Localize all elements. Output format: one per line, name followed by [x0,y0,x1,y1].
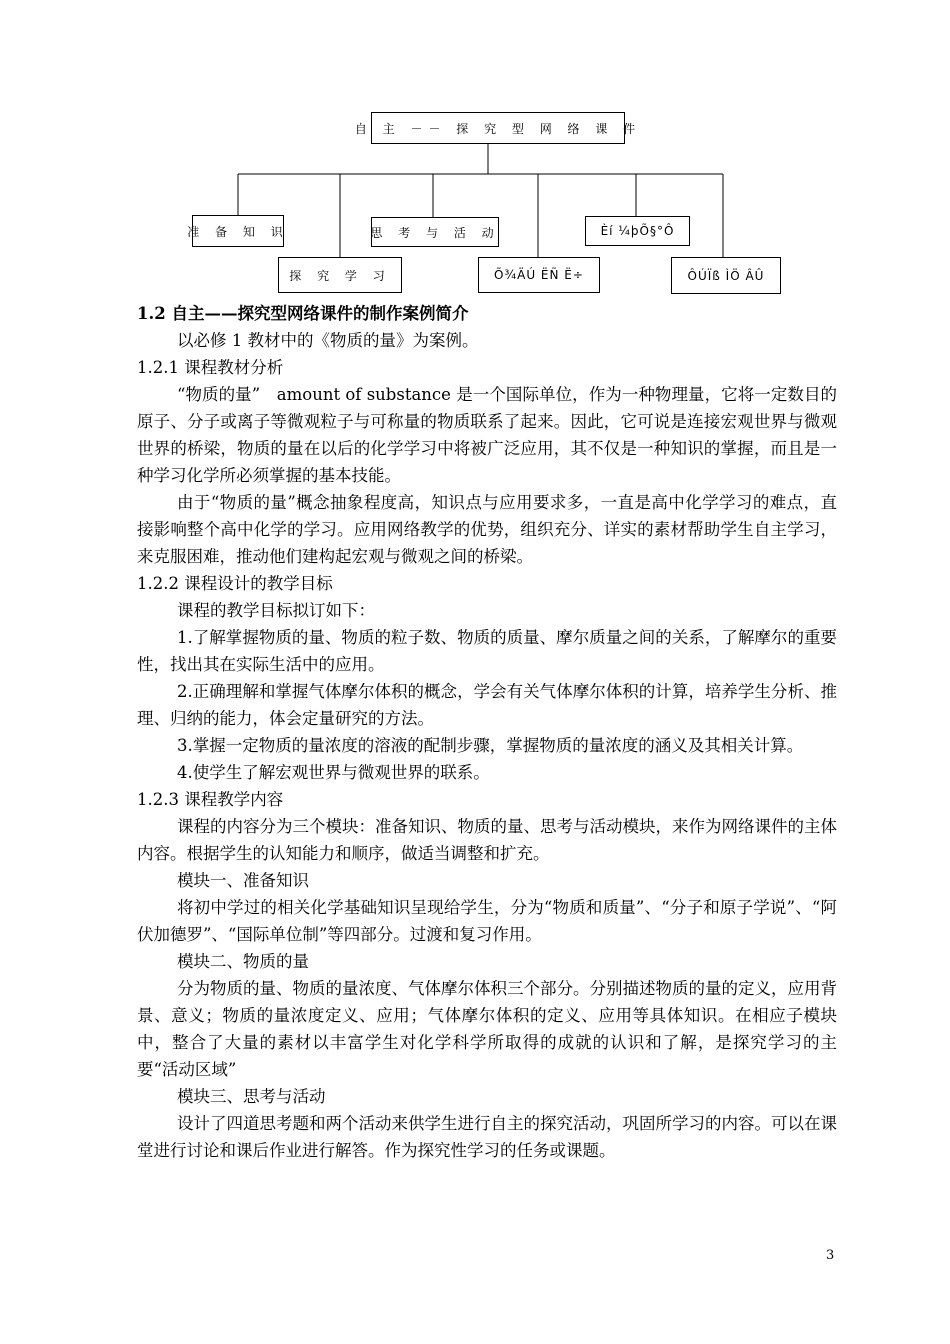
goal-item: 2.正确理解和掌握气体摩尔体积的概念，学会有关气体摩尔体积的计算，培养学生分析、推理、归纳的能力，体会定量研究的方法。 [137,682,837,728]
paragraph: 由于“物质的量”概念抽象程度高，知识点与应用要求多，一直是高中化学学习的难点，直接影响整个高中化学的学习。应用网络教学的优势，组织充分、详实的素材帮助学生自主学习，来克服困难，推动他们建构起宏观与微观之间的桥梁。 [137,493,837,566]
diagram-node-thinking: 思 考 与 活 动 [371,217,499,247]
paragraph: 课程的教学目标拟订如下： [177,601,375,620]
diagram-node-preparation: 准 备 知 识 [192,215,284,247]
subsection-title: 1.2.3 课程教学内容 [137,790,284,809]
diagram-node-software: Èí ¼þÕ§°Ô [585,216,690,246]
section-title: 1.2 自主——探究型网络课件的制作案例简介 [137,304,469,323]
module-title: 模块三、思考与活动 [177,1087,326,1106]
subsection-title: 1.2.2 课程设计的教学目标 [137,574,333,593]
module-title: 模块一、准备知识 [177,871,309,890]
module-title: 模块二、物质的量 [177,952,309,971]
goal-item: 1.了解掌握物质的量、物质的粒子数、物质的质量、摩尔质量之间的关系，了解摩尔的重要性，找出其在实际生活中的应用。 [137,628,837,674]
paragraph: 设计了四道思考题和两个活动来供学生进行自主的探究活动，巩固所学习的内容。可以在课堂进行讨论和课后作业进行解答。作为探究性学习的任务或课题。 [137,1114,837,1160]
structure-diagram [0,0,950,300]
subsection-title: 1.2.1 课程教材分析 [137,358,284,377]
goal-item: 3.掌握一定物质的量浓度的溶液的配制步骤，掌握物质的量浓度的涵义及其相关计算。 [177,736,804,755]
paragraph: 课程的内容分为三个模块：准备知识、物质的量、思考与活动模块，来作为网络课件的主体内容。根据学生的认知能力和顺序，做适当调整和扩充。 [137,817,837,863]
page-number: 3 [826,1248,835,1263]
paragraph: “物质的量” amount of substance 是一个国际单位，作为一种物理量，它将一定数目的原子、分子或离子等微观粒子与可称量的物质联系了起来。因此，它可说是连接宏观世界与微观世界的桥梁，物质的量在以后的化学学习中将被广泛应用，其不仅是一种知识的掌握，而且是一种学习化学所必须掌握的基本技能。 [137,385,837,485]
diagram-node-inquiry: 探 究 学 习 [278,257,402,293]
body-text [137,300,837,1164]
intro-paragraph: 以必修 1 教材中的《物质的量》为案例。 [177,331,479,350]
paragraph: 将初中学过的相关化学基础知识呈现给学生，分为“物质和质量”、“分子和原子学说”、“阿伏加德罗”、“国际单位制”等四部分。过渡和复习作用。 [137,898,837,944]
diagram-connectors [0,0,950,300]
goal-item: 4.使学生了解宏观世界与微观世界的联系。 [177,763,490,782]
diagram-node-discussion: ÔÚÏß ÌÖ ÂÛ [671,257,781,294]
diagram-root-node: 自 主 －－ 探 究 型 网 络 课 件 [371,112,625,144]
paragraph: 分为物质的量、物质的量浓度、气体摩尔体积三个部分。分别描述物质的量的定义，应用背景、意义；物质的量浓度定义、应用；气体摩尔体积的定义、应用等具体知识。在相应子模块中，整合了大量的素材以丰富学生对化学科学所取得的成就的认识和了解，是探究学习的主要“活动区域” [137,979,837,1079]
diagram-node-site-search: Õ¾ÄÚ ËÑ Ë÷ [478,257,600,293]
